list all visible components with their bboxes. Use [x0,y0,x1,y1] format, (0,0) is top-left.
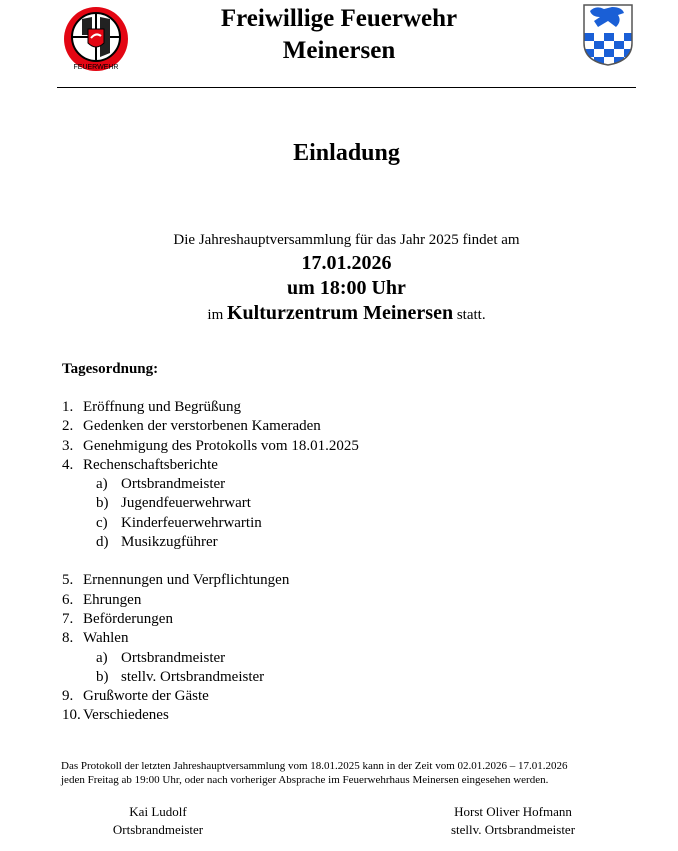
agenda-item: 3. Genehmigung des Protokolls vom 18.01.2025 [62,437,359,454]
agenda-subitem: d) Musikzugführer [96,534,218,551]
agenda-item: 5. Ernennungen und Verpflichtungen [62,572,290,589]
agenda-item: 1. Eröffnung und Begrüßung [62,399,242,415]
agenda-item: 9. Grußworte der Gäste [62,688,209,705]
intro-text: Die Jahreshauptversammlung für das Jahr 2025 findet am [173,232,520,248]
agenda-subitem: a) Ortsbrandmeister [96,649,226,666]
signer-name: Kai Ludolf [129,804,187,819]
signature-left [88,803,228,839]
signer-name: Horst Oliver Hofmann [454,804,572,819]
agenda-item: 2. Gedenken der verstorbenen Kameraden [62,418,321,435]
meeting-place: Kulturzentrum Meinersen [227,302,454,324]
protocol-note-line1: Das Protokoll der letzten Jahreshauptversammlung vom 18.01.2025 kann in der Zeit vom 02.01.2026 – 17.01.2026 [61,760,568,772]
agenda-subitem: b) stellv. Ortsbrandmeister [96,668,265,685]
meeting-place-line [0,302,678,325]
agenda-item: 6. Ehrungen [62,591,142,608]
svg-text:FEUERWEHR: FEUERWEHR [73,64,119,71]
org-name-line1: Freiwillige Feuerwehr [220,5,458,32]
coat-of-arms-icon [582,3,634,67]
protocol-note [61,759,568,787]
org-name-line2: Meinersen [282,37,396,64]
agenda-heading: Tagesordnung: [62,361,159,377]
document-title: Einladung [293,140,400,166]
agenda-subitem: a) Ortsbrandmeister [96,476,226,493]
agenda-item: 8. Wahlen [62,630,129,647]
signer-role: Ortsbrandmeister [112,822,204,837]
agenda-subitem: c) Kinderfeuerwehrwartin [96,514,262,531]
meeting-time: um 18:00 Uhr [287,277,406,299]
agenda-item: 4. Rechenschaftsberichte [62,456,218,473]
header-divider [57,87,636,88]
signature-right [433,803,593,839]
place-suffix: statt. [456,307,486,323]
agenda-list [62,398,359,726]
meeting-date: 17.01.2026 [301,252,392,274]
agenda-subitem: b) Jugendfeuerwehrwart [96,495,251,512]
agenda-item: 10. Verschiedenes [62,707,169,724]
signer-role: stellv. Ortsbrandmeister [450,822,576,837]
place-prefix: im [207,307,224,323]
protocol-note-line2: jeden Freitag ab 19:00 Uhr, oder nach vorheriger Absprache im Feuerwehrhaus Meinersen eingesehen werden. [61,774,549,786]
agenda-item: 7. Beförderungen [62,610,173,627]
